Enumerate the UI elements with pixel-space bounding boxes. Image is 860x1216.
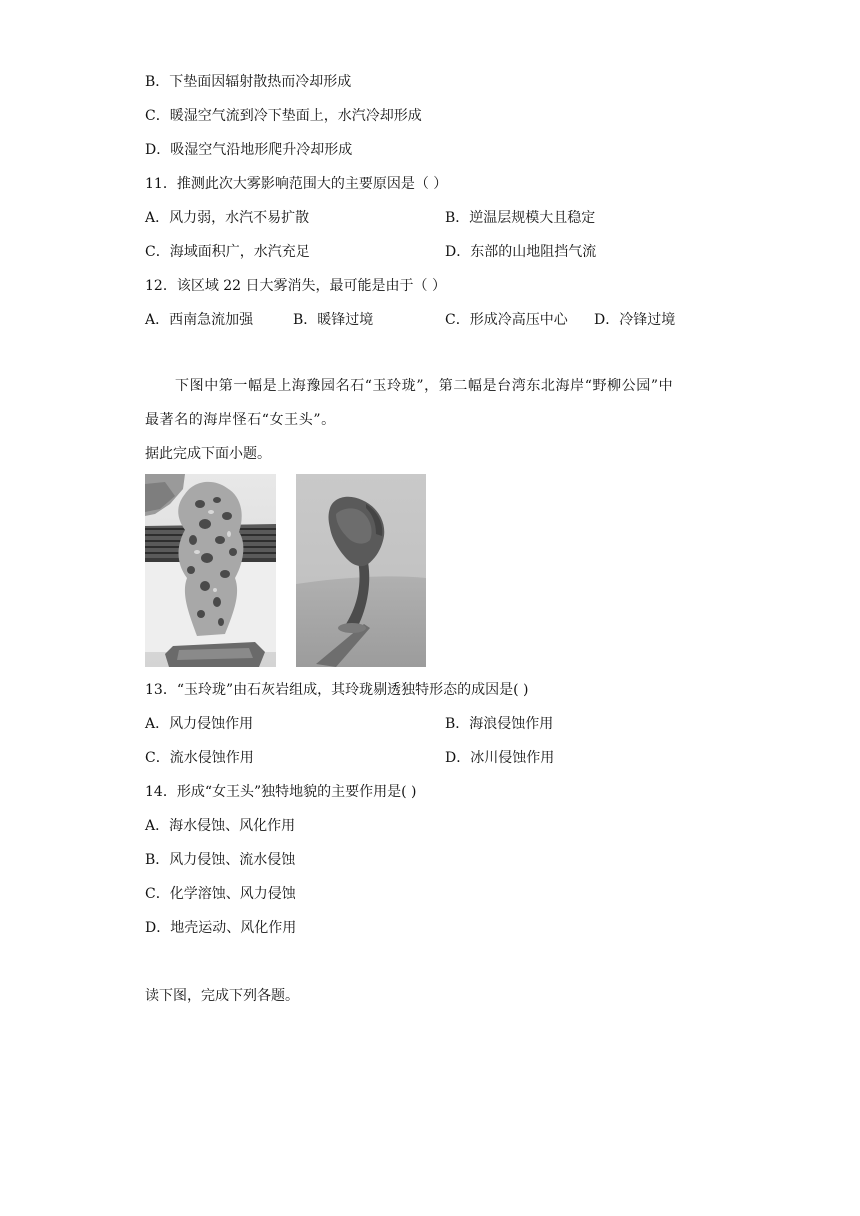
- q13-option-a: A．风力侵蚀作用: [145, 716, 254, 732]
- yulinglong-stone-photo: [145, 474, 276, 667]
- q13-option-d: D．冰川侵蚀作用: [445, 750, 555, 766]
- q12-option-c: C．形成冷高压中心: [445, 312, 568, 328]
- q12-option-b: B．暖锋过境: [293, 312, 374, 328]
- q14-option-b: B．风力侵蚀、流水侵蚀: [145, 852, 296, 868]
- q11-option-a: A．风力弱，水汽不易扩散: [145, 210, 310, 226]
- intro-line-2: 最著名的海岸怪石“女王头”。: [145, 412, 336, 428]
- q11-option-d: D．东部的山地阻挡气流: [445, 244, 597, 260]
- q10-option-b: B．下垫面因辐射散热而冷却形成: [145, 74, 352, 90]
- q10-option-d: D．吸湿空气沿地形爬升冷却形成: [145, 142, 353, 158]
- q11-option-b: B．逆温层规模大且稳定: [445, 210, 596, 226]
- q12-stem: 12．该区域 22 日大雾消失，最可能是由于（ ）: [145, 278, 446, 294]
- intro-line-1: 下图中第一幅是上海豫园名石“玉玲珑”，第二幅是台湾东北海岸“野柳公园”中: [175, 378, 674, 394]
- q13-option-c: C．流水侵蚀作用: [145, 750, 254, 766]
- q10-option-c: C．暖湿空气流到冷下垫面上，水汽冷却形成: [145, 108, 422, 124]
- q11-option-c: C．海域面积广，水汽充足: [145, 244, 310, 260]
- q14-stem: 14．形成“女王头”独特地貌的主要作用是( ): [145, 784, 417, 800]
- q12-option-d: D．冷锋过境: [594, 312, 676, 328]
- queens-head-rock-photo: [296, 474, 426, 667]
- q13-stem: 13．“玉玲珑”由石灰岩组成，其玲珑剔透独特形态的成因是( ): [145, 682, 529, 698]
- intro-line-3: 据此完成下面小题。: [145, 446, 271, 462]
- q13-option-b: B．海浪侵蚀作用: [445, 716, 554, 732]
- q12-option-a: A．西南急流加强: [145, 312, 254, 328]
- q14-option-c: C．化学溶蚀、风力侵蚀: [145, 886, 296, 902]
- q14-option-a: A．海水侵蚀、风化作用: [145, 818, 296, 834]
- next-section-intro: 读下图，完成下列各题。: [145, 988, 299, 1004]
- q11-stem: 11．推测此次大雾影响范围大的主要原因是（ ）: [145, 176, 448, 192]
- q14-option-d: D．地壳运动、风化作用: [145, 920, 297, 936]
